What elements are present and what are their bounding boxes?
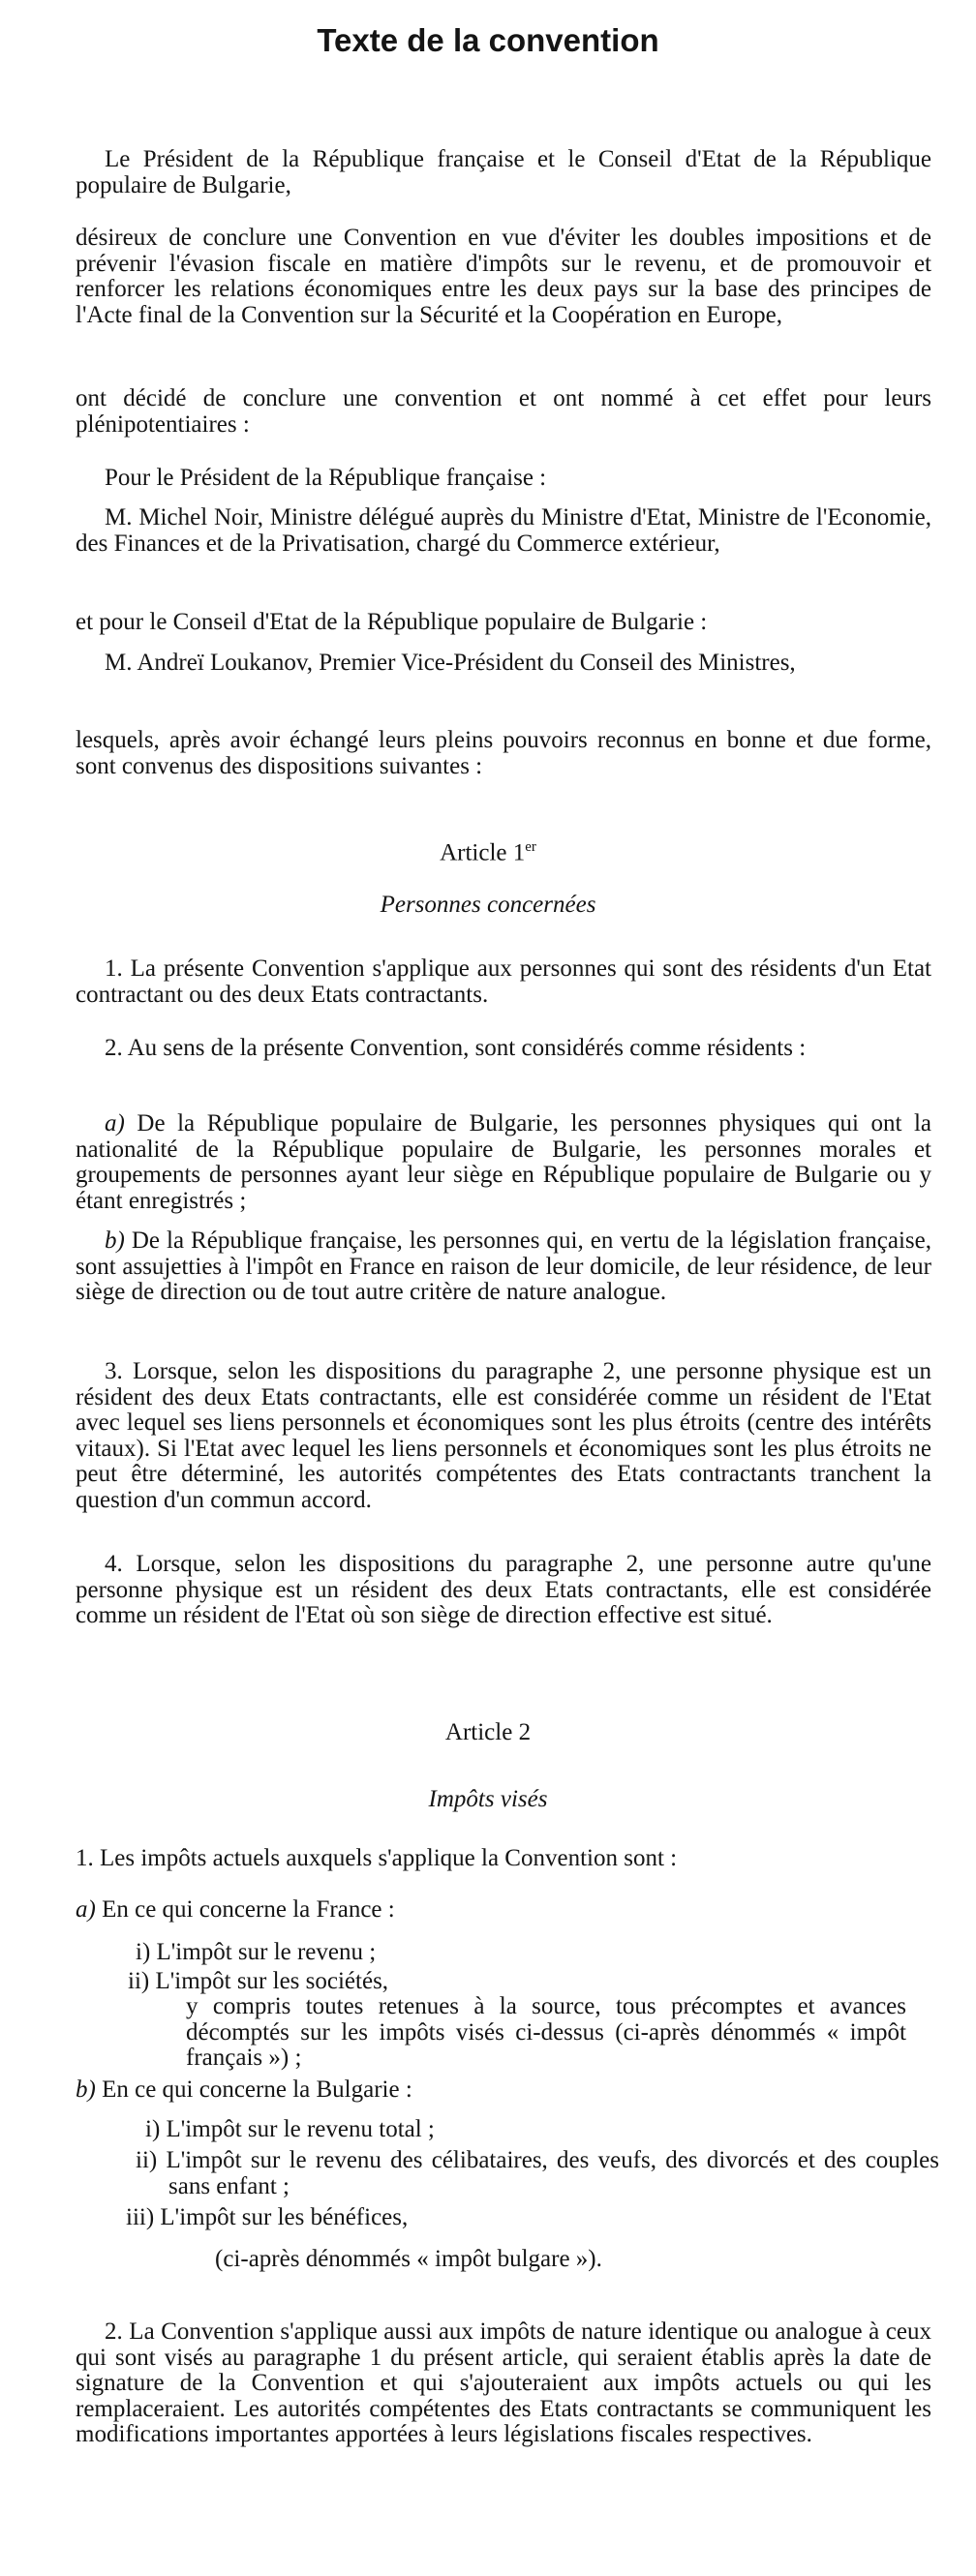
article-1-subtitle: Personnes concernées xyxy=(380,892,596,918)
article-1-item-b xyxy=(76,1228,931,1306)
preamble-bulgarian-plenipotentiary: M. Andreï Loukanov, Premier Vice-Président du Conseil des Ministres, xyxy=(105,650,796,676)
article-1-para-2: 2. Au sens de la présente Convention, sont considérés comme résidents : xyxy=(105,1035,807,1061)
article-2-para-2: 2. La Convention s'applique aussi aux impôts de nature identique ou analogue à ceux qui sont visés au paragraphe 1 du présent article, qui seraient établis après la date de signature de la Convention et qui s'ajouteraient aux impôts actuels ou qui les remplaceraient. Les autorités compétentes des Etats contractants se communiquent les modifications importantes apportées à leurs législations fiscales respectives. xyxy=(76,2318,931,2447)
item-a-text: De la République populaire de Bulgarie, les personnes physiques qui ont la nationalité de la République populaire de Bulgarie, les personnes morales et groupements de personnes ayant leur siège en République populaire de Bulgarie ou y étant enregistrés ; xyxy=(76,1110,931,1214)
item-a-label: a) xyxy=(105,1110,125,1136)
article-2-item-b-ii: ii) L'impôt sur le revenu des célibataires, des veufs, des divorcés et des couples sans enfant ; xyxy=(136,2147,939,2199)
document-title: Texte de la convention xyxy=(317,22,659,58)
article-1-item-a xyxy=(76,1111,931,1214)
item-b-text: En ce qui concerne la Bulgarie : xyxy=(102,2076,412,2103)
article-2-item-a-ii: ii) L'impôt sur les sociétés, xyxy=(128,1968,389,1994)
article-2-subtitle: Impôts visés xyxy=(428,1786,548,1812)
item-a-label: a) xyxy=(76,1896,96,1923)
article-2-item-a-note: y compris toutes retenues à la source, tous précomptes et avances décomptés sur les impôts visés ci-dessus (ci-après dénommés « impôt français ») ; xyxy=(186,1993,906,2071)
article-2-item-b xyxy=(76,2077,412,2104)
article-1-heading: Article 1er xyxy=(440,839,536,866)
preamble-parties: Le Président de la République française et le Conseil d'Etat de la République populaire de Bulgarie, xyxy=(76,146,931,198)
article-2-item-b-note: (ci-après dénommés « impôt bulgare »). xyxy=(215,2246,602,2272)
article-1-para-4: 4. Lorsque, selon les dispositions du paragraphe 2, une personne autre qu'une personne physique est un résident des deux Etats contractants, elle est considérée comme un résident de l'Etat où son siège de direction effective est situé. xyxy=(76,1551,931,1628)
item-b-label: b) xyxy=(105,1227,125,1254)
item-b-text: De la République française, les personnes qui, en vertu de la législation française, sont assujetties à l'impôt en France en raison de leur domicile, de leur résidence, de leur siège de direction ou de tout autre critère de nature analogue. xyxy=(76,1227,931,1305)
article-2-para-1: 1. Les impôts actuels auxquels s'applique la Convention sont : xyxy=(76,1845,678,1871)
preamble-purpose: désireux de conclure une Convention en vue d'éviter les doubles impositions et de prévenir l'évasion fiscale en matière d'impôts sur le revenu, et de promouvoir et renforcer les relations économiques entre les deux pays sur la base des principes de l'Acte final de la Convention sur la Sécurité et la Coopération en Europe, xyxy=(76,225,931,328)
article-2-heading: Article 2 xyxy=(444,1719,532,1745)
article-1-para-3: 3. Lorsque, selon les dispositions du paragraphe 2, une personne physique est un résident des deux Etats contractants, elle est considérée comme un résident de l'Etat avec lequel ses liens personnels et économiques sont les plus étroits (centre des intérêts vitaux). Si l'Etat avec lequel les liens personnels et économiques sont les plus étroits ne peut être déterminé, les autorités compétentes des Etats contractants tranchent la question d'un commun accord. xyxy=(76,1358,931,1513)
item-a-text: En ce qui concerne la France : xyxy=(102,1896,395,1923)
item-b-label: b) xyxy=(76,2076,96,2103)
preamble-french-plenipotentiary: M. Michel Noir, Ministre délégué auprès du Ministre d'Etat, Ministre de l'Economie, des Finances et de la Privatisation, chargé du Commerce extérieur, xyxy=(76,504,931,557)
preamble-for-france: Pour le Président de la République française : xyxy=(105,465,547,491)
preamble-agreement: lesquels, après avoir échangé leurs pleins pouvoirs reconnus en bonne et due forme, sont convenus des dispositions suivantes : xyxy=(76,727,931,779)
article-1-heading-sup: er xyxy=(525,839,536,855)
preamble-for-bulgaria: et pour le Conseil d'Etat de la République populaire de Bulgarie : xyxy=(76,609,708,635)
article-2-item-a xyxy=(76,1897,395,1924)
preamble-decision: ont décidé de conclure une convention et ont nommé à cet effet pour leurs plénipotentiaires : xyxy=(76,385,931,438)
article-2-item-b-i: i) L'impôt sur le revenu total ; xyxy=(145,2116,435,2142)
article-1-para-1: 1. La présente Convention s'applique aux personnes qui sont des résidents d'un Etat contractant ou des deux Etats contractants. xyxy=(76,955,931,1008)
article-2-item-b-iii: iii) L'impôt sur les bénéfices, xyxy=(126,2204,409,2230)
article-2-item-a-i: i) L'impôt sur le revenu ; xyxy=(136,1939,377,1965)
